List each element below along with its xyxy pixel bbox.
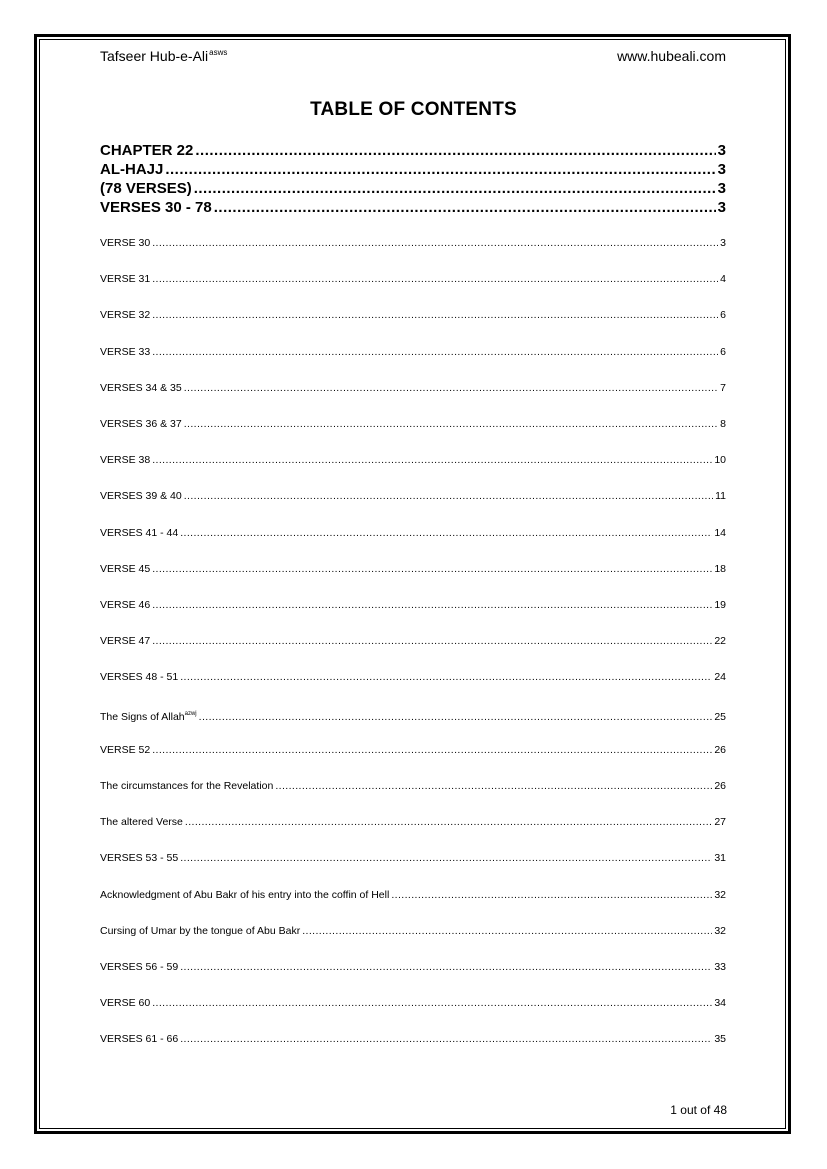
toc-entry-label: VERSE 30 <box>100 237 151 249</box>
page-title: TABLE OF CONTENTS <box>310 99 517 120</box>
toc-leader-dots <box>152 743 712 757</box>
toc-entry-page: 32 <box>714 924 726 937</box>
page-header <box>100 48 726 64</box>
toc-entry-page: 34 <box>714 997 726 1010</box>
toc-entry-page: 3 <box>720 237 726 249</box>
toc-leader-dots <box>152 453 712 467</box>
toc-leader-dots <box>184 489 713 503</box>
toc-leader-dots <box>194 180 716 198</box>
toc-entry-page: 25 <box>714 710 726 723</box>
toc-leader-dots <box>152 308 718 322</box>
toc-entry-page: 14 <box>714 526 726 539</box>
toc-entry-label: VERSE 47 <box>100 635 151 648</box>
toc-entry-label: VERSES 48 - 51 <box>100 671 179 684</box>
toc-entry[interactable] <box>100 562 726 576</box>
toc-entry-label: VERSES 36 & 37 <box>100 418 182 430</box>
toc-entry-page: 32 <box>714 888 726 901</box>
toc-leader-dots <box>180 851 712 865</box>
toc-entry-label: (78 VERSES) <box>100 180 192 197</box>
toc-entry[interactable] <box>100 453 726 467</box>
toc-leader-dots <box>165 161 715 179</box>
toc-entry-page: 6 <box>720 345 726 358</box>
toc-entry[interactable] <box>100 489 726 503</box>
toc-entry[interactable] <box>100 779 726 793</box>
toc-entry-page: 27 <box>714 816 726 829</box>
toc-entry[interactable] <box>100 598 726 612</box>
toc-entry-page: 33 <box>714 961 726 973</box>
toc-entry-label: VERSES 41 - 44 <box>100 526 179 539</box>
toc-leader-dots <box>152 236 718 250</box>
toc-entry-label: VERSES 56 - 59 <box>100 961 179 973</box>
toc-entry[interactable] <box>100 707 726 724</box>
toc-entry[interactable] <box>100 670 726 684</box>
toc-entry-label: The Signs of Allah$^{azwj}$ <box>100 710 197 723</box>
toc-entry[interactable] <box>100 1032 726 1046</box>
toc-leader-dots <box>184 381 718 395</box>
toc-leader-dots <box>152 996 712 1010</box>
toc-entry[interactable] <box>100 526 726 540</box>
toc-entry-page: 3 <box>717 199 726 216</box>
toc-entry-page: 24 <box>714 671 726 684</box>
toc-entry-label: CHAPTER 22 <box>100 142 194 159</box>
toc-leader-dots <box>185 815 712 829</box>
toc-entry-page: 10 <box>714 454 726 467</box>
toc-entry-label: AL-HAJJ <box>100 161 164 178</box>
toc-entry-page: 11 <box>715 490 726 503</box>
page-number-footer: 1 out of 48 <box>670 1103 727 1117</box>
toc-entry[interactable] <box>100 743 726 757</box>
toc-leader-dots <box>152 345 718 359</box>
toc-entry[interactable] <box>100 272 726 286</box>
toc-leader-dots <box>180 670 712 684</box>
toc-entry-page: 26 <box>714 743 726 756</box>
toc-entry[interactable] <box>100 417 726 431</box>
toc-entry-page: 4 <box>720 273 726 286</box>
toc-entry-label: VERSE 52 <box>100 743 151 756</box>
toc-entry-label: VERSE 38 <box>100 454 151 467</box>
toc-entry-label: VERSES 61 - 66 <box>100 1033 179 1046</box>
toc-entry-page: 7 <box>720 381 726 394</box>
toc-entry-page: 6 <box>720 309 726 322</box>
toc-entry[interactable] <box>100 161 726 179</box>
toc-entry-page: 26 <box>714 780 726 792</box>
toc-entry[interactable] <box>100 345 726 359</box>
toc-leader-dots <box>180 960 712 974</box>
toc-entry-label: VERSE 45 <box>100 562 151 575</box>
toc-entry-page: 8 <box>720 418 726 430</box>
toc-leader-dots <box>184 417 718 431</box>
header-website: www.hubeali.com <box>617 48 726 64</box>
toc-leader-dots <box>275 779 712 793</box>
toc-entry-label: Cursing of Umar by the tongue of Abu Bakr <box>100 924 301 937</box>
toc-entry-label: VERSE 31 <box>100 273 151 286</box>
toc-entry[interactable] <box>100 888 726 902</box>
toc-entry[interactable] <box>100 634 726 648</box>
toc-entry-label: VERSES 39 & 40 <box>100 490 182 503</box>
toc-leader-dots <box>199 710 713 724</box>
toc-entry[interactable] <box>100 851 726 865</box>
toc-entry-page: 19 <box>714 599 726 611</box>
toc-entry-label: VERSES 30 - 78 <box>100 199 212 216</box>
toc-entry-page: 18 <box>714 562 726 575</box>
toc-entry-label: VERSES 53 - 55 <box>100 852 179 865</box>
toc-entry-page: 31 <box>714 852 726 865</box>
toc-leader-dots <box>180 1032 712 1046</box>
toc-entry-label: The altered Verse <box>100 816 183 829</box>
toc-entry-page: 35 <box>714 1033 726 1046</box>
toc-entry-label: VERSE 60 <box>100 997 151 1010</box>
toc-entry[interactable] <box>100 199 726 217</box>
toc-entry[interactable] <box>100 308 726 322</box>
toc-entry-label: VERSE 33 <box>100 345 151 358</box>
toc-entry-page: 3 <box>717 180 726 197</box>
toc-entry-label: Acknowledgment of Abu Bakr of his entry into the coffin of Hell <box>100 888 390 901</box>
toc-leader-dots <box>302 924 712 938</box>
toc-entry-page: 3 <box>717 161 726 178</box>
toc-leader-dots <box>152 272 718 286</box>
header-book-title: Tafseer Hub-e-Ali$^{asws}$ <box>100 48 228 64</box>
toc-leader-dots <box>195 142 715 160</box>
toc-entry-label: VERSES 34 & 35 <box>100 381 182 394</box>
toc-entry[interactable] <box>100 236 726 250</box>
toc-leader-dots <box>152 562 712 576</box>
toc-leader-dots <box>214 199 716 217</box>
toc-entry-label: VERSE 46 <box>100 599 151 611</box>
toc-entry-page: 22 <box>714 635 726 648</box>
toc-entry[interactable] <box>100 815 726 829</box>
toc-entry[interactable] <box>100 180 726 198</box>
toc-entry[interactable] <box>100 381 726 395</box>
toc-leader-dots <box>152 634 712 648</box>
toc-leader-dots <box>152 598 712 612</box>
toc-entry[interactable] <box>100 924 726 938</box>
toc-entry[interactable] <box>100 142 726 160</box>
toc-leader-dots <box>391 888 712 902</box>
toc-entry[interactable] <box>100 960 726 974</box>
toc-entry-page: 3 <box>717 142 726 159</box>
toc-entry[interactable] <box>100 996 726 1010</box>
toc-entry-label: VERSE 32 <box>100 309 151 322</box>
toc-leader-dots <box>180 526 712 540</box>
toc-entry-label: The circumstances for the Revelation <box>100 780 274 792</box>
